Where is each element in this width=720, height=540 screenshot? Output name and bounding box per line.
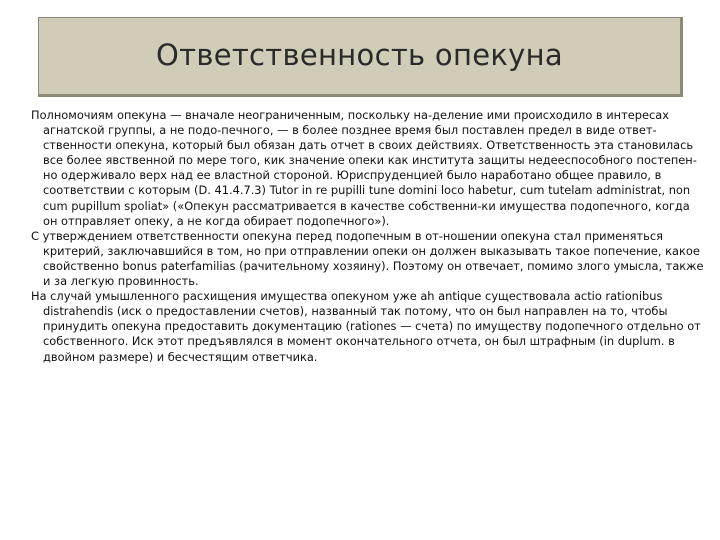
title-banner [38, 17, 683, 97]
body-paragraph-3: На случай умышленного расхищения имущества опекуном уже ah antique существовала actio rationibus distrahendis (иск о предоставлении счетов), названный так потому, что он был направлен на то, чтобы принудить опекуна предоставить документацию (rationes — счета) по имуществу подопечного отдельно от собственного. Иск этот предъявлялся в момент окончательного отчета, он был штрафным (in duplum. в двойном размере) и бесчестящим ответчика. [31, 289, 701, 364]
body-paragraph-1: Полномочиям опекуна — вначале неограниченным, поскольку на-деление ими происходило в интересах агнатской группы, а не подо-печного, — в более позднее время был поставлен предел в виде ответ-ственности опекуна, который был обязан дать отчет в своих действиях. Ответственность эта становилась все более явственной по мере того, кик значение опеки как института защиты недееспособного постепен-но одерживало верх над ее властной стороной. Юриспруденцией было наработано общее правило, в соответствии с которым (D. 41.4.7.3) Tutor in re pupilli tune domini loco habetur, cum tutelam administrat, non cum pupillum spoliat» («Опекун рассматривается в качестве собственни-ки имущества подопечного, когда он отправляет опеку, а не когда обирает подопечного»). [31, 108, 697, 228]
slide-body [28, 108, 704, 365]
body-paragraph-2: С утверждением ответственности опекуна перед подопечным в от-ношении опекуна стал применяться критерий, заключавшийся в том, но при отправлении опеки он должен выказывать такое попечение, какое свойственно bonus paterfamilias (рачительному хозяину). Поэтому он отвечает, помимо злого умысла, также и за легкую провинность. [31, 228, 704, 289]
slide-title: Ответственность опекуна [156, 38, 563, 72]
